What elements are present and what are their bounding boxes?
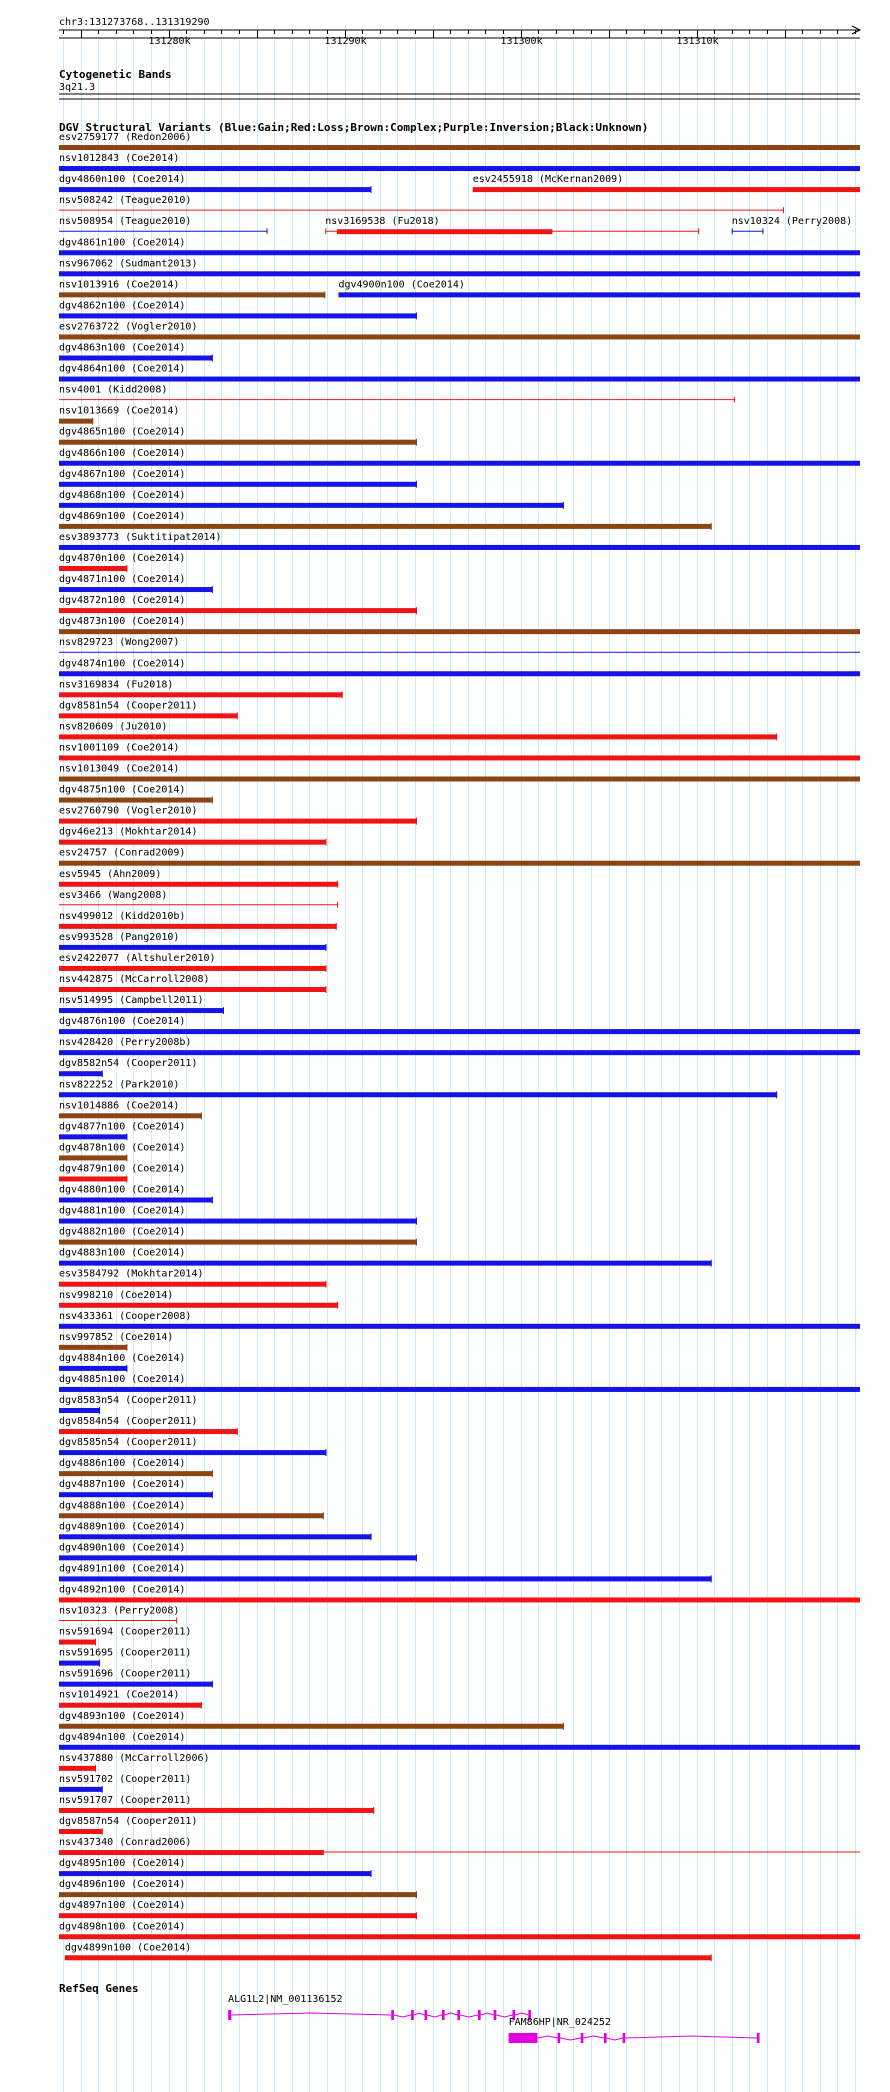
- variant-row: [59, 300, 417, 319]
- variant-bar: [59, 250, 860, 255]
- variant-bar: [59, 1829, 103, 1834]
- variant-label: dgv4867n100 (Coe2014): [59, 468, 186, 480]
- variant-row: [59, 574, 213, 593]
- variant-label: nsv591702 (Cooper2011): [59, 1773, 192, 1785]
- variant-row: [59, 174, 860, 193]
- variant-bar: [59, 1198, 213, 1203]
- variant-bar: [59, 1261, 712, 1266]
- cytoband-track-title: Cytogenetic Bands: [59, 68, 172, 81]
- variant-row: [59, 1627, 191, 1646]
- variant-row: [59, 1774, 191, 1793]
- gene-exon: [425, 2010, 428, 2020]
- variant-bar: [59, 1219, 417, 1224]
- variant-label: dgv4876n100 (Coe2014): [59, 1016, 186, 1028]
- variant-bar: [59, 966, 326, 971]
- variant-row: [59, 1121, 185, 1140]
- variant-bar: [59, 1345, 127, 1350]
- variant-row: [59, 1795, 374, 1814]
- variant-row: [59, 932, 326, 951]
- gene-exon: [411, 2010, 414, 2020]
- variant-label: nsv508954 (Teague2010): [59, 216, 192, 228]
- variant-label: esv3584792 (Mokhtar2014): [59, 1268, 204, 1280]
- variant-label: dgv4893n100 (Coe2014): [59, 1710, 186, 1722]
- variant-row: [59, 216, 852, 234]
- variant-label: dgv4883n100 (Coe2014): [59, 1247, 186, 1259]
- variant-label: esv24757 (Conrad2009): [59, 847, 186, 859]
- variant-label: dgv4861n100 (Coe2014): [59, 237, 186, 249]
- variant-bar: [59, 1282, 326, 1287]
- gene-exon: [228, 2010, 231, 2020]
- variant-row: [59, 1163, 185, 1182]
- variant-label: nsv508242 (Teague2010): [59, 195, 192, 207]
- variant-label: esv2422077 (Altshuler2010): [59, 952, 216, 964]
- gene-intron: [583, 2036, 604, 2038]
- variant-bar: [59, 1092, 777, 1097]
- variant-label: dgv8585n54 (Cooper2011): [59, 1437, 198, 1449]
- variant-label: dgv4886n100 (Coe2014): [59, 1458, 186, 1470]
- variant-bar: [59, 1303, 338, 1308]
- variant-row: [59, 1058, 197, 1077]
- gene-exon: [509, 2033, 538, 2043]
- variant-row: [59, 658, 860, 676]
- gene-intron: [560, 2038, 581, 2040]
- variant-row: [59, 679, 343, 698]
- variant-row: [59, 132, 860, 150]
- cytoband-label: 3q21.3: [59, 82, 96, 93]
- dgv-track-title: DGV Structural Variants (Blue:Gain;Red:Loss;Brown:Complex;Purple:Inversion;Black:Unknown): [59, 121, 649, 134]
- variant-row: [59, 1416, 238, 1435]
- variant-row: [59, 1879, 417, 1898]
- variant-bar: [337, 229, 552, 234]
- variant-label: dgv46e213 (Mokhtar2014): [59, 826, 198, 838]
- variant-row: [59, 1311, 860, 1329]
- variant-bar: [59, 145, 860, 150]
- variant-label: esv2455918 (McKernan2009): [472, 174, 624, 186]
- variant-row: [59, 764, 860, 782]
- variant-row: [59, 1921, 860, 1939]
- variant-bar: [59, 1724, 564, 1729]
- variant-label: nsv514995 (Campbell2011): [59, 995, 204, 1007]
- variant-row: [59, 1584, 860, 1602]
- variant-bar: [59, 1597, 860, 1602]
- variant-label: nsv3169834 (Fu2018): [59, 679, 174, 691]
- variant-label: dgv4862n100 (Coe2014): [59, 300, 186, 312]
- variant-label: dgv4865n100 (Coe2014): [59, 426, 186, 438]
- gene-intron: [460, 2015, 478, 2017]
- variant-label: nsv1014886 (Coe2014): [59, 1100, 180, 1112]
- variant-label: nsv591694 (Cooper2011): [59, 1626, 192, 1638]
- variant-label: dgv4868n100 (Coe2014): [59, 489, 186, 501]
- variant-row: [59, 1332, 173, 1351]
- variant-bar: [59, 1513, 324, 1518]
- variant-bar: [59, 1661, 100, 1666]
- variant-row: [59, 237, 860, 255]
- variant-bar: [59, 1155, 127, 1160]
- variant-label: dgv4897n100 (Coe2014): [59, 1900, 186, 1912]
- variant-row: [59, 1690, 202, 1709]
- variant-bar: [59, 587, 213, 592]
- gene-exon: [478, 2010, 481, 2020]
- variant-bar: [59, 1408, 100, 1413]
- variant-bar: [59, 1766, 96, 1771]
- variant-label: dgv4889n100 (Coe2014): [59, 1521, 186, 1533]
- variant-bar: [59, 545, 860, 550]
- variant-row: [59, 343, 213, 362]
- variant-label: nsv997852 (Coe2014): [59, 1331, 174, 1343]
- variant-label: nsv4001 (Kidd2008): [59, 384, 168, 396]
- variant-label: dgv8583n54 (Cooper2011): [59, 1395, 198, 1406]
- variant-label: dgv4875n100 (Coe2014): [59, 784, 186, 796]
- variant-bar: [59, 608, 417, 613]
- variant-bar: [59, 798, 213, 803]
- gene-exon: [391, 2010, 394, 2020]
- variant-bar: [59, 440, 417, 445]
- variant-row: [59, 1837, 860, 1855]
- variant-label: nsv442875 (McCarroll2008): [59, 974, 210, 985]
- variant-row: [59, 258, 860, 276]
- variant-bar: [59, 1324, 860, 1329]
- variant-row: [59, 1016, 860, 1034]
- variant-label: esv2759177 (Redon2006): [59, 132, 192, 143]
- variant-label: dgv4896n100 (Coe2014): [59, 1879, 186, 1891]
- variant-label: dgv4866n100 (Coe2014): [59, 447, 186, 459]
- variant-bar: [59, 524, 712, 529]
- variant-bar: [59, 1450, 326, 1455]
- gene-intron: [481, 2013, 494, 2015]
- gene-exon: [581, 2033, 584, 2043]
- variant-label: nsv591696 (Cooper2011): [59, 1668, 192, 1680]
- variant-row: [59, 1227, 417, 1246]
- variant-label: dgv4871n100 (Coe2014): [59, 574, 186, 586]
- variant-bar: [59, 419, 93, 424]
- variant-label: dgv4880n100 (Coe2014): [59, 1184, 186, 1196]
- variant-label: dgv4877n100 (Coe2014): [59, 1121, 186, 1133]
- variant-bar: [59, 1576, 712, 1581]
- variant-row: [59, 1142, 185, 1161]
- variant-bar: [59, 166, 860, 171]
- variant-bar: [59, 1850, 324, 1855]
- variant-row: [59, 490, 564, 509]
- variant-label: nsv433361 (Cooper2008): [59, 1310, 192, 1322]
- variant-label: dgv4860n100 (Coe2014): [59, 174, 186, 186]
- variant-bar: [59, 1703, 202, 1708]
- variant-bar: [59, 629, 860, 634]
- variant-label: dgv4887n100 (Coe2014): [59, 1479, 186, 1491]
- variant-row: [59, 742, 860, 760]
- variant-label: esv3893773 (Suktitipat2014): [59, 531, 222, 543]
- variant-bar: [59, 924, 337, 929]
- variant-row: [59, 1900, 417, 1919]
- variant-label: dgv4874n100 (Coe2014): [59, 658, 186, 670]
- ruler-tick-label: 131310k: [676, 36, 719, 47]
- variant-row: [59, 974, 326, 993]
- variant-row: [59, 827, 326, 846]
- variant-label: nsv499012 (Kidd2010b): [59, 910, 186, 922]
- variant-bar: [59, 1471, 213, 1476]
- variant-row: [59, 364, 860, 382]
- variant-bar: [59, 1134, 127, 1139]
- variant-row: [59, 553, 185, 572]
- variant-bar: [59, 1113, 202, 1118]
- variant-label: nsv591707 (Cooper2011): [59, 1794, 192, 1806]
- variant-row: [59, 1458, 213, 1477]
- variant-row: [59, 911, 337, 930]
- variant-label: dgv4870n100 (Coe2014): [59, 553, 186, 564]
- variant-bar: [59, 334, 860, 339]
- variant-bar: [59, 292, 325, 297]
- variant-label: nsv437340 (Conrad2006): [59, 1837, 192, 1849]
- variant-bar: [59, 566, 127, 571]
- variant-row: [59, 1269, 326, 1288]
- variant-row: [59, 1521, 372, 1540]
- variant-row: [59, 1479, 213, 1498]
- variant-row: [59, 1711, 564, 1730]
- variant-row: [59, 448, 860, 466]
- variant-bar: [59, 1534, 372, 1539]
- gene-exon: [558, 2033, 561, 2043]
- variant-bar: [59, 713, 238, 718]
- variant-bar: [59, 945, 326, 950]
- variant-row: [59, 700, 238, 719]
- variant-label: nsv1013916 (Coe2014): [59, 279, 180, 291]
- variant-row: [59, 427, 417, 446]
- gene-exon: [604, 2033, 607, 2043]
- variant-row: [59, 1353, 185, 1372]
- variant-row: [59, 1185, 213, 1204]
- variant-label: nsv998210 (Coe2014): [59, 1289, 174, 1301]
- variant-bar: [59, 1913, 417, 1918]
- variant-bar: [59, 461, 860, 466]
- variant-row: [59, 953, 326, 972]
- variant-label: nsv10323 (Perry2008): [59, 1605, 180, 1617]
- variant-row: [65, 1942, 712, 1961]
- variant-label: esv993528 (Pang2010): [59, 931, 180, 943]
- variant-bar: [59, 503, 564, 508]
- variant-label: dgv4895n100 (Coe2014): [59, 1858, 186, 1870]
- variant-bar: [59, 1071, 103, 1076]
- variant-label: dgv4878n100 (Coe2014): [59, 1142, 186, 1154]
- variant-bar: [59, 861, 860, 866]
- variant-bar: [59, 187, 372, 192]
- variant-bar: [59, 313, 417, 318]
- variant-row: [59, 1606, 179, 1624]
- variant-label: dgv4894n100 (Coe2014): [59, 1731, 186, 1743]
- variant-row: [59, 995, 224, 1014]
- variant-row: [59, 1816, 197, 1835]
- variant-label: nsv1012843 (Coe2014): [59, 153, 180, 165]
- variant-row: [59, 1437, 326, 1456]
- variant-row: [59, 806, 417, 825]
- gene-exon: [442, 2010, 445, 2020]
- variant-label: dgv4882n100 (Coe2014): [59, 1226, 186, 1238]
- variant-row: [59, 869, 338, 888]
- gene-intron: [231, 2013, 391, 2015]
- position-label: chr3:131273768..131319290: [59, 17, 210, 28]
- variant-row: [59, 1037, 860, 1055]
- variant-label: dgv4885n100 (Coe2014): [59, 1373, 186, 1385]
- variant-label: dgv8581n54 (Cooper2011): [59, 700, 198, 712]
- variant-row: [59, 195, 784, 213]
- variant-row: [59, 153, 860, 171]
- variant-label: nsv1013669 (Coe2014): [59, 405, 180, 417]
- variant-row: [59, 1732, 860, 1750]
- variant-bar: [59, 671, 860, 676]
- variant-label: dgv8587n54 (Cooper2011): [59, 1816, 198, 1827]
- variant-label: nsv437880 (McCarroll2006): [59, 1752, 210, 1764]
- variant-row: [59, 890, 338, 908]
- gene-intron: [537, 2036, 557, 2038]
- gene-exon: [623, 2033, 626, 2043]
- variant-label: dgv4864n100 (Coe2014): [59, 363, 186, 375]
- variant-row: [59, 1669, 213, 1688]
- variant-bar: [59, 1387, 860, 1392]
- variant-row: [59, 469, 417, 488]
- variant-label: dgv4872n100 (Coe2014): [59, 595, 186, 607]
- variant-label: dgv4891n100 (Coe2014): [59, 1563, 186, 1575]
- variant-bar: [59, 1808, 374, 1813]
- variant-bar: [59, 1492, 213, 1497]
- gene-exon: [757, 2033, 760, 2043]
- variant-bar: [59, 1892, 417, 1897]
- variant-row: [59, 511, 712, 530]
- variant-bar: [59, 1008, 224, 1013]
- variant-label: dgv4869n100 (Coe2014): [59, 510, 186, 522]
- variant-bar: [338, 292, 860, 297]
- variant-row: [59, 1858, 372, 1877]
- variant-row: [59, 785, 213, 804]
- variant-label: nsv820609 (Ju2010): [59, 721, 168, 733]
- variant-label: dgv4873n100 (Coe2014): [59, 616, 186, 628]
- variant-bar: [473, 187, 860, 192]
- variant-bar: [59, 755, 860, 760]
- variant-row: [59, 637, 860, 652]
- variant-label: esv2763722 (Vogler2010): [59, 321, 198, 333]
- refseq-track-title: RefSeq Genes: [59, 1982, 139, 1995]
- variant-bar: [65, 1955, 712, 1960]
- variant-bar: [59, 1934, 860, 1939]
- variant-bar: [59, 1682, 213, 1687]
- variant-label: esv5945 (Ahn2009): [59, 868, 162, 880]
- variant-label: dgv4890n100 (Coe2014): [59, 1542, 186, 1554]
- variant-bar: [59, 734, 777, 739]
- variant-row: [59, 406, 179, 425]
- variant-bar: [59, 1050, 860, 1055]
- gene-model: [509, 2017, 760, 2043]
- variant-bar: [59, 819, 417, 824]
- variant-label: esv3466 (Wang2008): [59, 889, 168, 901]
- variant-label: nsv3169538 (Fu2018): [325, 216, 440, 228]
- variant-row: [59, 279, 860, 298]
- variant-bar: [59, 356, 213, 361]
- variant-row: [59, 1395, 197, 1414]
- variant-row: [59, 595, 417, 614]
- variant-label: dgv8582n54 (Cooper2011): [59, 1058, 198, 1070]
- variant-label: nsv1013049 (Coe2014): [59, 763, 180, 775]
- gene-label: ALG1L2|NM_001136152: [228, 1994, 343, 2005]
- variant-row: [59, 1542, 417, 1561]
- variant-label: dgv8584n54 (Cooper2011): [59, 1416, 198, 1428]
- variant-bar: [59, 1787, 103, 1792]
- variant-row: [59, 1248, 712, 1267]
- variant-label: nsv1014921 (Coe2014): [59, 1689, 180, 1701]
- variant-bar: [59, 1176, 127, 1181]
- variant-bar: [59, 271, 860, 276]
- variant-row: [59, 532, 860, 550]
- variant-label: dgv4900n100 (Coe2014): [338, 279, 465, 291]
- variant-label: esv2760790 (Vogler2010): [59, 805, 198, 817]
- variant-label: dgv4881n100 (Coe2014): [59, 1205, 186, 1217]
- variant-label: nsv10324 (Perry2008): [731, 216, 853, 228]
- variant-label: nsv829723 (Wong2007): [59, 637, 180, 649]
- variant-row: [59, 616, 860, 634]
- variant-row: [59, 1500, 324, 1519]
- ruler-tick-label: 131280k: [148, 36, 191, 47]
- variant-bar: [59, 1555, 417, 1560]
- variant-label: dgv4863n100 (Coe2014): [59, 342, 186, 354]
- variant-bar: [59, 1029, 860, 1034]
- variant-label: dgv4879n100 (Coe2014): [59, 1163, 186, 1175]
- gene-intron: [427, 2015, 442, 2017]
- ruler-tick-label: 131300k: [500, 36, 543, 47]
- variant-bar: [59, 1429, 238, 1434]
- variant-label: nsv591695 (Cooper2011): [59, 1647, 192, 1659]
- variant-label: dgv4888n100 (Coe2014): [59, 1500, 186, 1512]
- variant-row: [59, 1079, 777, 1098]
- variant-label: dgv4884n100 (Coe2014): [59, 1352, 186, 1364]
- variant-row: [59, 1290, 338, 1309]
- variant-row: [59, 848, 860, 866]
- variant-label: nsv822252 (Park2010): [59, 1079, 180, 1091]
- variant-bar: [59, 1745, 860, 1750]
- variant-bar: [59, 1871, 372, 1876]
- gene-intron: [394, 2015, 411, 2017]
- variant-bar: [59, 987, 326, 992]
- variant-row: [59, 1100, 202, 1119]
- ruler-tick-label: 131290k: [324, 36, 367, 47]
- variant-row: [59, 1374, 860, 1392]
- variant-row: [59, 721, 777, 740]
- variant-bar: [59, 882, 338, 887]
- variant-row: [59, 1648, 191, 1667]
- variant-row: [59, 385, 735, 403]
- variant-label: dgv4898n100 (Coe2014): [59, 1921, 186, 1933]
- gene-exon: [457, 2010, 460, 2020]
- variant-label: nsv1001109 (Coe2014): [59, 742, 180, 754]
- variant-bar: [59, 482, 417, 487]
- variant-label: nsv967062 (Sudmant2013): [59, 258, 198, 270]
- gene-intron: [625, 2036, 757, 2038]
- variant-row: [59, 1206, 417, 1225]
- variant-row: [59, 321, 860, 339]
- variant-bar: [59, 377, 860, 382]
- variant-label: nsv428420 (Perry2008b): [59, 1037, 192, 1049]
- variant-bar: [59, 1640, 96, 1645]
- variant-bar: [59, 1366, 127, 1371]
- variant-bar: [59, 840, 326, 845]
- gene-exon: [494, 2010, 497, 2020]
- variant-row: [59, 1563, 712, 1582]
- variant-bar: [59, 777, 860, 782]
- gene-label: FAM86HP|NR_024252: [508, 2017, 611, 2028]
- variant-bar: [59, 692, 343, 697]
- dgv-variants-track: [59, 132, 860, 1961]
- variant-bar: [59, 1240, 417, 1245]
- variant-label: dgv4899n100 (Coe2014): [64, 1942, 192, 1954]
- variant-label: dgv4892n100 (Coe2014): [59, 1584, 186, 1596]
